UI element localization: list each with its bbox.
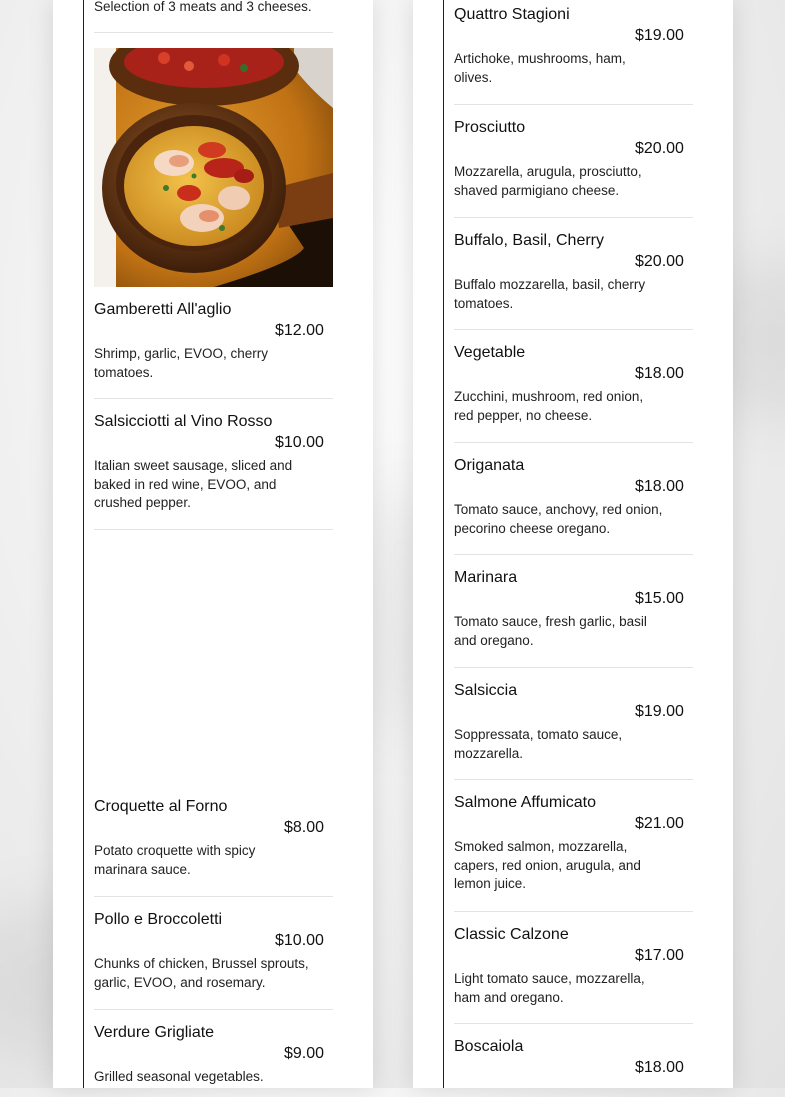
menu-item	[454, 681, 693, 780]
item-price: $15.00	[635, 590, 684, 607]
menu-item	[94, 797, 333, 897]
item-description: Mozzarella, arugula, prosciutto, shaved parmigiano cheese.	[454, 164, 642, 198]
menu-item	[94, 1023, 333, 1093]
divider	[94, 32, 333, 33]
menu-item	[454, 1037, 693, 1097]
item-name: Salsiccia	[454, 682, 518, 699]
menu-panel-left	[53, 0, 373, 1088]
item-price: $18.00	[635, 478, 684, 495]
item-description: Italian sweet sausage, sliced and baked in red wine, EVOO, and crushed pepper.	[94, 458, 293, 510]
item-name: Marinara	[454, 569, 518, 586]
item-price: $20.00	[635, 140, 684, 157]
menu-item	[94, 300, 333, 399]
item-price: $8.00	[284, 819, 325, 836]
item-price: $19.00	[635, 703, 684, 720]
item-description: Tomato sauce, anchovy, red onion, pecorino cheese oregano.	[454, 502, 663, 536]
item-name: Croquette al Forno	[94, 798, 228, 815]
item-description: Buffalo mozzarella, basil, cherry tomatoes.	[454, 277, 646, 311]
item-description: Selection of 3 meats and 3 cheeses.	[94, 0, 312, 14]
item-price: $17.00	[635, 947, 684, 964]
item-name: Salmone Affumicato	[454, 794, 597, 811]
shrimp-dish-photo	[94, 48, 333, 287]
menu-item	[454, 343, 693, 443]
menu-item	[94, 412, 333, 530]
menu-item	[454, 456, 693, 555]
item-name: Prosciutto	[454, 119, 526, 136]
item-description: Potato croquette with spicy marinara sauce.	[94, 843, 256, 877]
menu-item	[454, 5, 693, 105]
menu-item	[454, 231, 693, 330]
item-price: $18.00	[635, 365, 684, 382]
menu-item	[94, 910, 333, 1010]
item-price: $12.00	[275, 322, 324, 339]
item-description: Grilled seasonal vegetables.	[94, 1069, 264, 1084]
item-price: $18.00	[635, 1059, 684, 1076]
menu-panel-right	[413, 0, 733, 1088]
item-name: Gamberetti All'aglio	[94, 301, 232, 318]
item-description: Artichoke, mushrooms, ham, olives.	[454, 51, 626, 85]
item-name: Boscaiola	[454, 1038, 524, 1055]
item-price: $21.00	[635, 815, 684, 832]
menu-item	[454, 568, 693, 668]
menu-item	[454, 793, 693, 912]
item-name: Salsicciotti al Vino Rosso	[94, 413, 273, 430]
item-description: Chunks of chicken, Brussel sprouts, garlic, EVOO, and rosemary.	[94, 956, 309, 990]
item-description: Smoked salmon, mozzarella, capers, red onion, arugula, and lemon juice.	[454, 839, 641, 891]
item-name: Classic Calzone	[454, 926, 569, 943]
item-name: Buffalo, Basil, Cherry	[454, 232, 604, 249]
item-description: Light tomato sauce, mozzarella, ham and oregano.	[454, 971, 645, 1005]
item-name: Quattro Stagioni	[454, 6, 570, 23]
item-price: $9.00	[284, 1045, 325, 1062]
item-description: Shrimp, garlic, EVOO, cherry tomatoes.	[94, 346, 269, 380]
item-price: $19.00	[635, 27, 684, 44]
item-description: Zucchini, mushroom, red onion, red pepper, no cheese.	[454, 389, 644, 423]
item-description: Soppressata, tomato sauce, mozzarella.	[454, 727, 623, 761]
menu-item	[454, 925, 693, 1024]
item-price: $10.00	[275, 932, 324, 949]
item-name: Origanata	[454, 457, 525, 474]
menu-item	[454, 118, 693, 218]
item-price: $20.00	[635, 253, 684, 270]
item-description: Tomato sauce, fresh garlic, basil and oregano.	[454, 614, 647, 648]
item-name: Verdure Grigliate	[94, 1024, 215, 1041]
item-name: Vegetable	[454, 344, 526, 361]
item-price: $10.00	[275, 434, 324, 451]
item-name: Pollo e Broccoletti	[94, 911, 223, 928]
